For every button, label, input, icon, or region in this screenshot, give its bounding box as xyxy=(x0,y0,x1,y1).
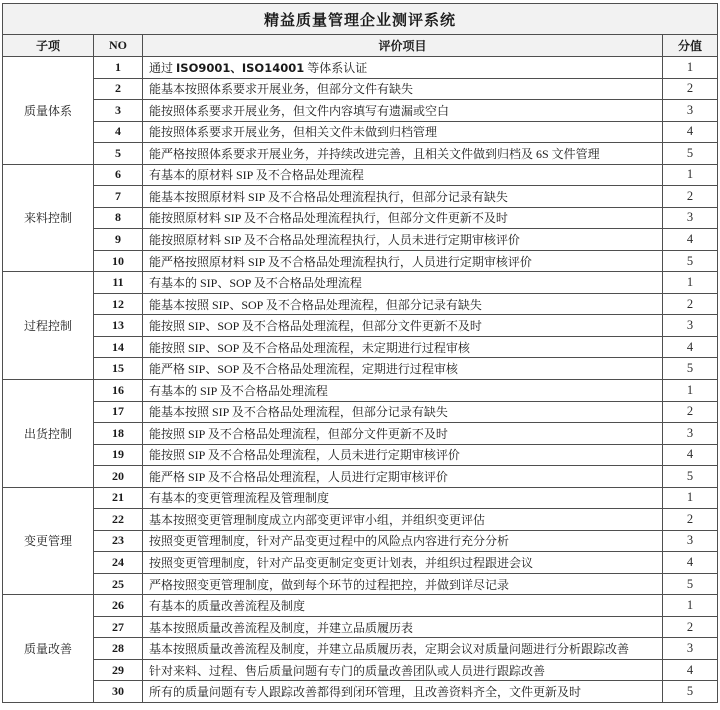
no-cell: 10 xyxy=(94,250,143,272)
item-cell: 能按照 SIP、SOP 及不合格品处理流程，未定期进行过程审核 xyxy=(143,336,663,358)
table-row xyxy=(3,530,718,552)
no-cell: 4 xyxy=(94,121,143,143)
no-cell: 1 xyxy=(94,57,143,79)
no-cell: 5 xyxy=(94,143,143,165)
no-cell: 26 xyxy=(94,595,143,617)
score-cell: 2 xyxy=(663,616,718,638)
score-cell: 2 xyxy=(663,293,718,315)
title-row xyxy=(3,4,718,35)
no-cell: 25 xyxy=(94,573,143,595)
item-cell: 能按照 SIP 及不合格品处理流程，但部分文件更新不及时 xyxy=(143,423,663,445)
table-row xyxy=(3,616,718,638)
section-cell: 过程控制 xyxy=(3,272,94,380)
table-row xyxy=(3,186,718,208)
table-row xyxy=(3,315,718,337)
score-cell: 4 xyxy=(663,229,718,251)
no-cell: 17 xyxy=(94,401,143,423)
no-cell: 23 xyxy=(94,530,143,552)
item-cell: 严格按照变更管理制度，做到每个环节的过程把控，并做到详尽记录 xyxy=(143,573,663,595)
no-cell: 22 xyxy=(94,509,143,531)
item-cell: 能按照原材料 SIP 及不合格品处理流程执行，人员未进行定期审核评价 xyxy=(143,229,663,251)
table-row xyxy=(3,595,718,617)
score-cell: 5 xyxy=(663,681,718,703)
table-row xyxy=(3,164,718,186)
score-cell: 2 xyxy=(663,78,718,100)
section-cell: 质量体系 xyxy=(3,57,94,165)
table-row xyxy=(3,444,718,466)
table-row xyxy=(3,272,718,294)
score-cell: 3 xyxy=(663,423,718,445)
no-cell: 30 xyxy=(94,681,143,703)
column-header-item: 评价项目 xyxy=(143,35,663,57)
item-cell: 有基本的变更管理流程及管理制度 xyxy=(143,487,663,509)
table-row xyxy=(3,379,718,401)
no-cell: 29 xyxy=(94,659,143,681)
item-cell: 基本按照质量改善流程及制度，并建立品质履历表 xyxy=(143,616,663,638)
score-cell: 3 xyxy=(663,638,718,660)
score-cell: 4 xyxy=(663,336,718,358)
header-row xyxy=(3,35,718,57)
section-cell: 质量改善 xyxy=(3,595,94,703)
score-cell: 1 xyxy=(663,487,718,509)
table-row xyxy=(3,423,718,445)
table-row xyxy=(3,250,718,272)
table-body xyxy=(3,57,718,703)
no-cell: 12 xyxy=(94,293,143,315)
item-cell: 按照变更管理制度，针对产品变更制定变更计划表，并组织过程跟进会议 xyxy=(143,552,663,574)
score-cell: 5 xyxy=(663,358,718,380)
table-row xyxy=(3,229,718,251)
table-row xyxy=(3,552,718,574)
no-cell: 7 xyxy=(94,186,143,208)
item-cell: 能按照 SIP、SOP 及不合格品处理流程，但部分文件更新不及时 xyxy=(143,315,663,337)
score-cell: 1 xyxy=(663,595,718,617)
item-cell: 能严格 SIP、SOP 及不合格品处理流程，定期进行过程审核 xyxy=(143,358,663,380)
no-cell: 27 xyxy=(94,616,143,638)
table-row xyxy=(3,659,718,681)
item-cell: 能基本按照 SIP 及不合格品处理流程，但部分记录有缺失 xyxy=(143,401,663,423)
score-cell: 4 xyxy=(663,659,718,681)
no-cell: 28 xyxy=(94,638,143,660)
item-cell: 有基本的 SIP 及不合格品处理流程 xyxy=(143,379,663,401)
no-cell: 3 xyxy=(94,100,143,122)
no-cell: 13 xyxy=(94,315,143,337)
score-cell: 5 xyxy=(663,250,718,272)
item-cell: 能按照 SIP 及不合格品处理流程，人员未进行定期审核评价 xyxy=(143,444,663,466)
table-row xyxy=(3,681,718,703)
no-cell: 6 xyxy=(94,164,143,186)
section-cell: 来料控制 xyxy=(3,164,94,272)
item-cell: 能基本按照 SIP、SOP 及不合格品处理流程，但部分记录有缺失 xyxy=(143,293,663,315)
section-cell: 出货控制 xyxy=(3,379,94,487)
item-cell: 能严格按照原材料 SIP 及不合格品处理流程执行，人员进行定期审核评价 xyxy=(143,250,663,272)
no-cell: 2 xyxy=(94,78,143,100)
score-cell: 4 xyxy=(663,121,718,143)
score-cell: 1 xyxy=(663,272,718,294)
column-header-score: 分值 xyxy=(663,35,718,57)
table-row xyxy=(3,207,718,229)
table-row xyxy=(3,336,718,358)
no-cell: 15 xyxy=(94,358,143,380)
item-cell: 有基本的 SIP、SOP 及不合格品处理流程 xyxy=(143,272,663,294)
item-cell: 能基本按照原材料 SIP 及不合格品处理流程执行，但部分记录有缺失 xyxy=(143,186,663,208)
score-cell: 4 xyxy=(663,552,718,574)
table-row xyxy=(3,638,718,660)
table-row xyxy=(3,143,718,165)
no-cell: 9 xyxy=(94,229,143,251)
score-cell: 3 xyxy=(663,100,718,122)
table-row xyxy=(3,401,718,423)
score-cell: 2 xyxy=(663,509,718,531)
item-cell: 按照变更管理制度，针对产品变更过程中的风险点内容进行充分分析 xyxy=(143,530,663,552)
no-cell: 14 xyxy=(94,336,143,358)
item-cell: 所有的质量问题有专人跟踪改善都得到闭环管理，且改善资料齐全，文件更新及时 xyxy=(143,681,663,703)
no-cell: 20 xyxy=(94,466,143,488)
no-cell: 18 xyxy=(94,423,143,445)
item-cell: 有基本的原材料 SIP 及不合格品处理流程 xyxy=(143,164,663,186)
item-cell: 基本按照变更管理制度成立内部变更评审小组，并组织变更评估 xyxy=(143,509,663,531)
score-cell: 1 xyxy=(663,57,718,79)
score-cell: 2 xyxy=(663,401,718,423)
score-cell: 4 xyxy=(663,444,718,466)
item-cell: 通过 ISO9001、ISO14001 等体系认证 xyxy=(143,57,663,79)
no-cell: 16 xyxy=(94,379,143,401)
score-cell: 5 xyxy=(663,143,718,165)
item-cell: 针对来料、过程、售后质量问题有专门的质量改善团队或人员进行跟踪改善 xyxy=(143,659,663,681)
table-row xyxy=(3,57,718,79)
section-cell: 变更管理 xyxy=(3,487,94,595)
item-cell: 能严格 SIP 及不合格品处理流程，人员进行定期审核评价 xyxy=(143,466,663,488)
score-cell: 5 xyxy=(663,466,718,488)
no-cell: 11 xyxy=(94,272,143,294)
item-cell: 能严格按照体系要求开展业务，并持续改进完善，且相关文件做到归档及 6S 文件管理 xyxy=(143,143,663,165)
score-cell: 1 xyxy=(663,379,718,401)
table-row xyxy=(3,573,718,595)
evaluation-table xyxy=(2,3,718,703)
column-header-sub-item: 子项 xyxy=(3,35,94,57)
page-title: 精益质量管理企业测评系统 xyxy=(3,4,718,35)
table-row xyxy=(3,293,718,315)
score-cell: 5 xyxy=(663,573,718,595)
score-cell: 1 xyxy=(663,164,718,186)
column-header-no: NO xyxy=(94,35,143,57)
no-cell: 8 xyxy=(94,207,143,229)
no-cell: 19 xyxy=(94,444,143,466)
table-row xyxy=(3,487,718,509)
table-row xyxy=(3,121,718,143)
score-cell: 3 xyxy=(663,530,718,552)
score-cell: 3 xyxy=(663,315,718,337)
item-cell: 能按照原材料 SIP 及不合格品处理流程执行，但部分文件更新不及时 xyxy=(143,207,663,229)
item-cell: 有基本的质量改善流程及制度 xyxy=(143,595,663,617)
table-row xyxy=(3,78,718,100)
item-cell: 能按照体系要求开展业务，但相关文件未做到归档管理 xyxy=(143,121,663,143)
table-row xyxy=(3,100,718,122)
score-cell: 2 xyxy=(663,186,718,208)
item-cell: 能基本按照体系要求开展业务，但部分文件有缺失 xyxy=(143,78,663,100)
table-row xyxy=(3,358,718,380)
table-row xyxy=(3,466,718,488)
no-cell: 24 xyxy=(94,552,143,574)
no-cell: 21 xyxy=(94,487,143,509)
item-cell: 基本按照质量改善流程及制度，并建立品质履历表，定期会议对质量问题进行分析跟踪改善 xyxy=(143,638,663,660)
item-cell: 能按照体系要求开展业务，但文件内容填写有遗漏或空白 xyxy=(143,100,663,122)
table-row xyxy=(3,509,718,531)
score-cell: 3 xyxy=(663,207,718,229)
